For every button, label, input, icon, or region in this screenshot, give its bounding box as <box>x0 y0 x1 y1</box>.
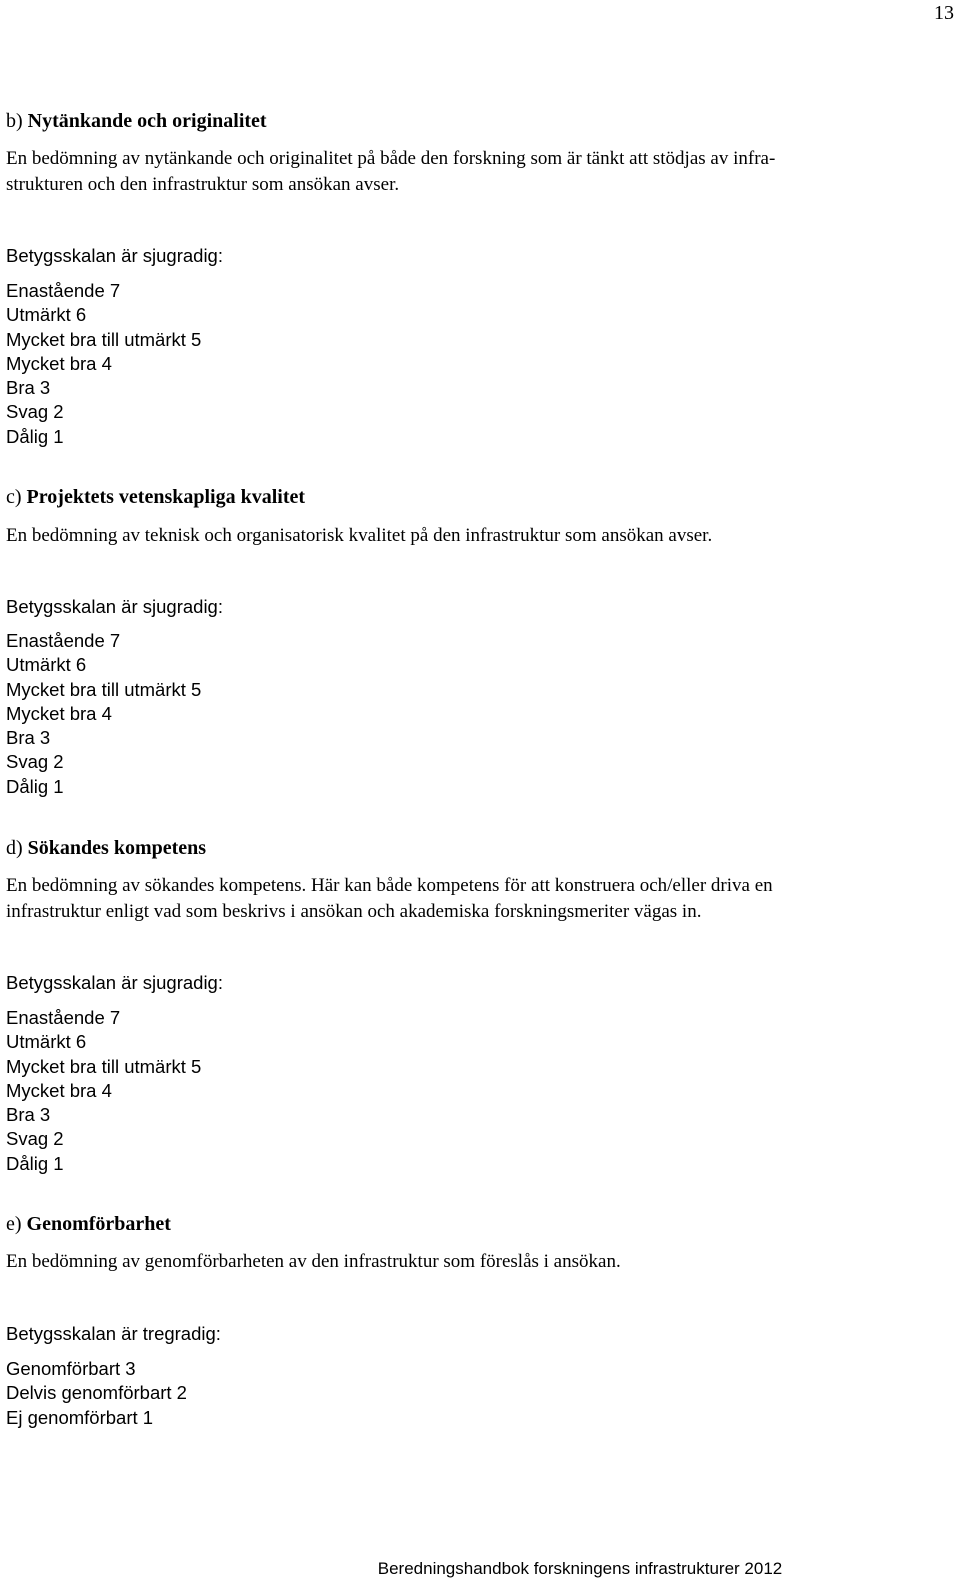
scale-item: Bra 3 <box>6 727 51 749</box>
section-title: Sökandes kompetens <box>27 837 207 859</box>
paragraph-line: En bedömning av teknisk och organisatorisk kvalitet på den infrastruktur som ansökan avser. <box>6 525 713 546</box>
scale-item: Ej genomförbart 1 <box>6 1406 154 1428</box>
section-paragraph-d <box>6 873 951 925</box>
scale-intro-c: Betygsskalan är sjugradig: <box>6 596 223 617</box>
scale-item: Bra 3 <box>6 1104 51 1126</box>
section-title: Projektets vetenskapliga kvalitet <box>26 486 306 508</box>
scale-item: Dålig 1 <box>6 425 64 447</box>
scale-item: Svag 2 <box>6 1128 64 1150</box>
scale-item: Mycket bra till utmärkt 5 <box>6 1055 202 1077</box>
scale-item: Utmärkt 6 <box>6 1031 87 1053</box>
scale-item: Delvis genomförbart 2 <box>6 1382 187 1404</box>
page-footer: Beredningshandbok forskningens infrastrukturer 2012 <box>377 1559 783 1578</box>
scale-item: Utmärkt 6 <box>6 304 87 326</box>
section-title: Nytänkande och originalitet <box>27 110 267 132</box>
paragraph-line: En bedömning av genomförbarheten av den infrastruktur som föreslås i ansökan. <box>6 1251 621 1272</box>
scale-list-d <box>6 1006 201 1176</box>
scale-item: Genomförbart 3 <box>6 1358 136 1379</box>
scale-item: Svag 2 <box>6 401 64 423</box>
paragraph-line: En bedömning av sökandes kompetens. Här kan både kompetens för att konstruera och/eller driva en <box>6 875 773 896</box>
scale-intro-e: Betygsskalan är tregradig: <box>6 1323 221 1344</box>
scale-item: Mycket bra 4 <box>6 702 112 724</box>
scale-item: Enastående 7 <box>6 280 121 301</box>
scale-item: Utmärkt 6 <box>6 654 87 676</box>
section-heading-c <box>6 486 305 509</box>
scale-item: Mycket bra till utmärkt 5 <box>6 678 202 700</box>
scale-list-e <box>6 1357 187 1430</box>
scale-item: Dålig 1 <box>6 1152 64 1174</box>
paragraph-line: En bedömning av nytänkande och originalitet på både den forskning som är tänkt att stödjas av infra- <box>6 148 776 169</box>
paragraph-line: infrastruktur enligt vad som beskrivs i ansökan och akademiska forskningsmeriter vägas in. <box>6 901 702 922</box>
section-prefix: e) <box>6 1213 22 1235</box>
paragraph-line: strukturen och den infrastruktur som ansökan avser. <box>6 174 400 195</box>
page-number: 13 <box>934 2 954 24</box>
scale-intro-d: Betygsskalan är sjugradig: <box>6 972 223 993</box>
scale-item: Dålig 1 <box>6 775 64 797</box>
scale-item: Mycket bra till utmärkt 5 <box>6 328 202 350</box>
section-title: Genomförbarhet <box>26 1213 171 1235</box>
section-paragraph-e <box>6 1249 951 1275</box>
scale-item: Enastående 7 <box>6 1007 121 1028</box>
section-heading-e <box>6 1213 171 1236</box>
scale-item: Mycket bra 4 <box>6 352 112 374</box>
section-prefix: c) <box>6 486 22 508</box>
scale-item: Bra 3 <box>6 377 51 399</box>
scale-item: Mycket bra 4 <box>6 1079 112 1101</box>
scale-list-b <box>6 279 201 449</box>
scale-list-c <box>6 629 201 799</box>
scale-intro-b: Betygsskalan är sjugradig: <box>6 245 223 266</box>
section-paragraph-c <box>6 523 951 549</box>
scale-item: Enastående 7 <box>6 630 121 651</box>
scale-item: Svag 2 <box>6 751 64 773</box>
section-prefix: d) <box>6 837 23 859</box>
section-heading-b <box>6 110 267 133</box>
section-heading-d <box>6 837 206 860</box>
section-paragraph-b <box>6 146 951 198</box>
section-prefix: b) <box>6 110 23 132</box>
